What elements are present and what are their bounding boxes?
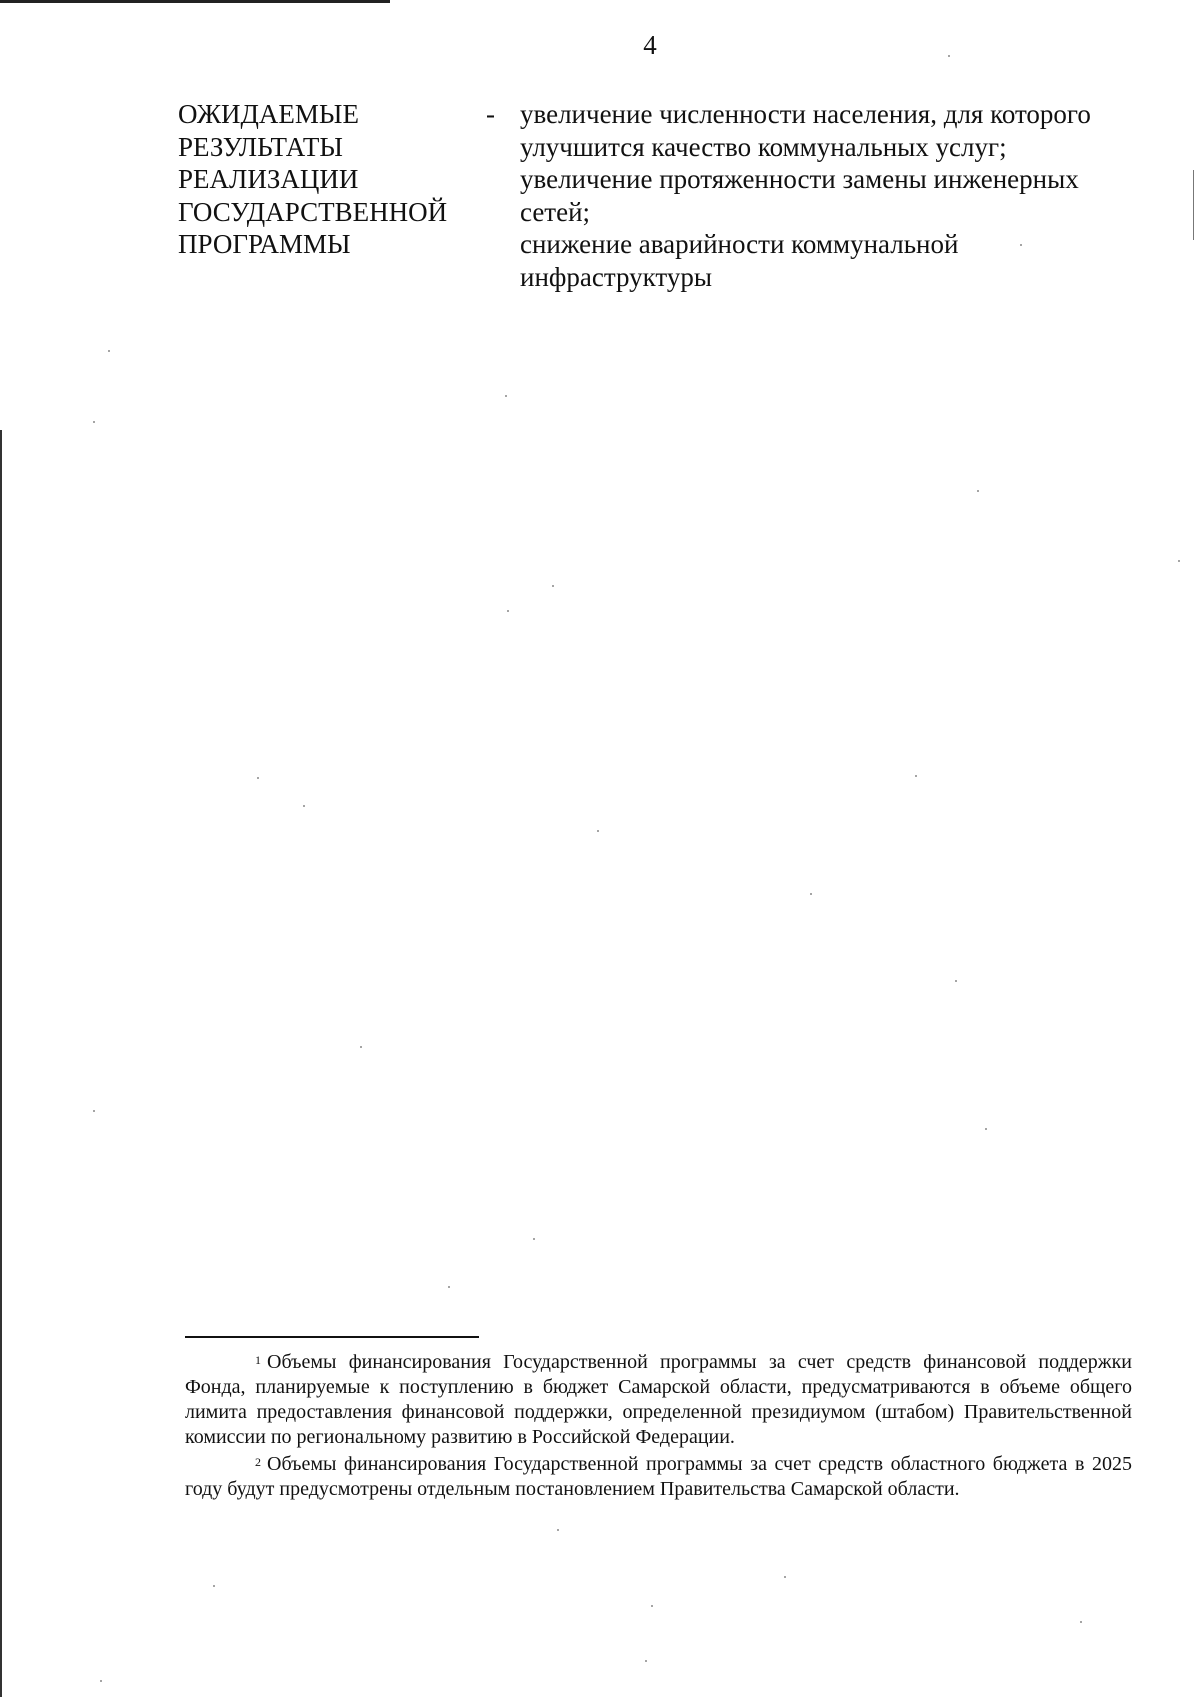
- scan-edge-left: [0, 430, 2, 1697]
- expected-result-item: увеличение протяженности замены инженерных сетей;: [520, 164, 1079, 227]
- footnote-2: [185, 1452, 1132, 1502]
- footnote-text: Объемы финансирования Государственной программы за счет средств областного бюджета в 2025 году будут предусмотрены отдельным постановлением Правительства Самарской области.: [185, 1453, 1132, 1500]
- footnotes: [185, 1350, 1132, 1504]
- footnote-separator: [185, 1336, 479, 1338]
- scan-edge-right: [1193, 170, 1194, 240]
- page-number: 4: [643, 30, 657, 60]
- footnote-1: [185, 1350, 1132, 1450]
- expected-results-label: ОЖИДАЕМЫЕ РЕЗУЛЬТАТЫ РЕАЛИЗАЦИИ ГОСУДАРСТВЕННОЙ ПРОГРАММЫ: [178, 99, 448, 259]
- expected-results-list: [520, 98, 1110, 293]
- footnote-mark: 1: [255, 1353, 261, 1367]
- row-dash: -: [486, 99, 495, 129]
- expected-results-row: [178, 98, 1128, 298]
- footnote-mark: 2: [255, 1455, 261, 1469]
- expected-result-item: увеличение численности населения, для которого улучшится качество коммунальных услуг;: [520, 99, 1091, 162]
- footnote-text: Объемы финансирования Государственной программы за счет средств финансовой поддержки Фонда, планируемые к поступлению в бюджет Самарской области, предусматриваются в объеме общего лимита предоставления финансовой поддержки, определенной президиумом (штабом) Правительственной комиссии по региональному развитию в Российской Федерации.: [185, 1351, 1132, 1448]
- scan-edge-top: [0, 0, 390, 3]
- expected-result-item: снижение аварийности коммунальной инфраструктуры: [520, 229, 959, 292]
